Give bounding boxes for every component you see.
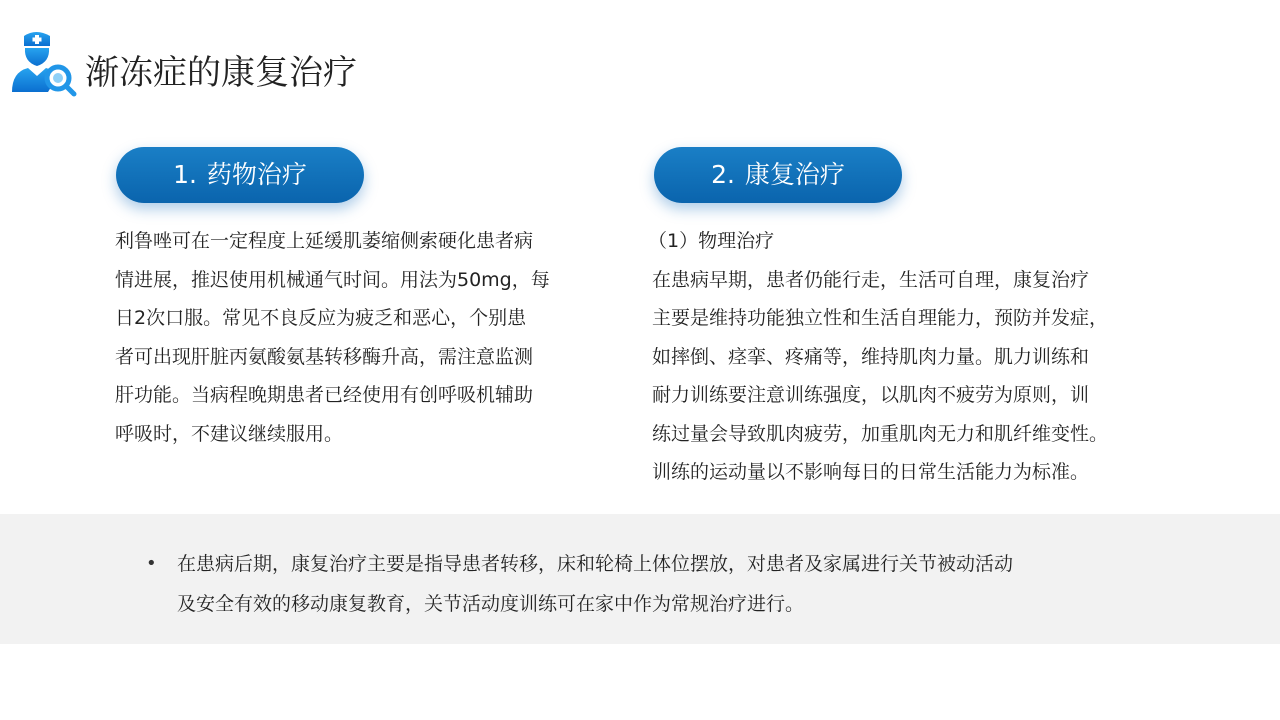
subsection-title: （1）物理治疗 <box>648 230 775 252</box>
text-line: 如摔倒、痉挛、疼痛等，维持肌肉力量。肌力训练和 <box>652 345 1090 368</box>
section-number: 2. <box>711 160 735 189</box>
text-line: 日2次口服。常见不良反应为疲乏和恶心，个别患 <box>115 307 527 329</box>
bullet-marker: • <box>146 553 157 574</box>
text-line: 耐力训练要注意训练强度，以肌肉不疲劳为原则，训 <box>652 384 1090 406</box>
doctor-search-icon <box>8 28 78 98</box>
section-label: 药物治疗 <box>206 160 307 189</box>
text-line: 情进展，推迟使用机械通气时间。用法为50mg，每 <box>115 268 550 291</box>
text-line: 在患病早期，患者仍能行走，生活可自理，康复治疗 <box>652 268 1090 291</box>
page-title: 渐冻症的康复治疗 <box>85 53 357 93</box>
text-line: 及安全有效的移动康复教育，关节活动度训练可在家中作为常规治疗进行。 <box>177 593 805 615</box>
section-heading-medication <box>116 147 364 203</box>
late-stage-note <box>177 544 1137 624</box>
text-line: 利鲁唑可在一定程度上延缓肌萎缩侧索硬化患者病 <box>115 230 534 252</box>
text-line: 者可出现肝脏丙氨酸氨基转移酶升高，需注意监测 <box>115 345 534 368</box>
text-line: 练过量会导致肌肉疲劳，加重肌肉无力和肌纤维变性。 <box>652 422 1109 445</box>
rehabilitation-text <box>648 222 1172 492</box>
text-line: 肝功能。当病程晚期患者已经使用有创呼吸机辅助 <box>115 384 534 406</box>
section-heading-rehabilitation <box>654 147 902 203</box>
text-line: 在患病后期，康复治疗主要是指导患者转移，床和轮椅上体位摆放，对患者及家属进行关节被动活动 <box>177 553 1014 575</box>
text-line: 呼吸时，不建议继续服用。 <box>115 422 344 445</box>
text-line: 主要是维持功能独立性和生活自理能力，预防并发症， <box>652 307 1109 329</box>
text-line: 训练的运动量以不影响每日的日常生活能力为标准。 <box>652 461 1090 483</box>
section-number: 1. <box>173 160 197 189</box>
medication-text <box>115 222 595 453</box>
section-label: 康复治疗 <box>744 160 845 189</box>
